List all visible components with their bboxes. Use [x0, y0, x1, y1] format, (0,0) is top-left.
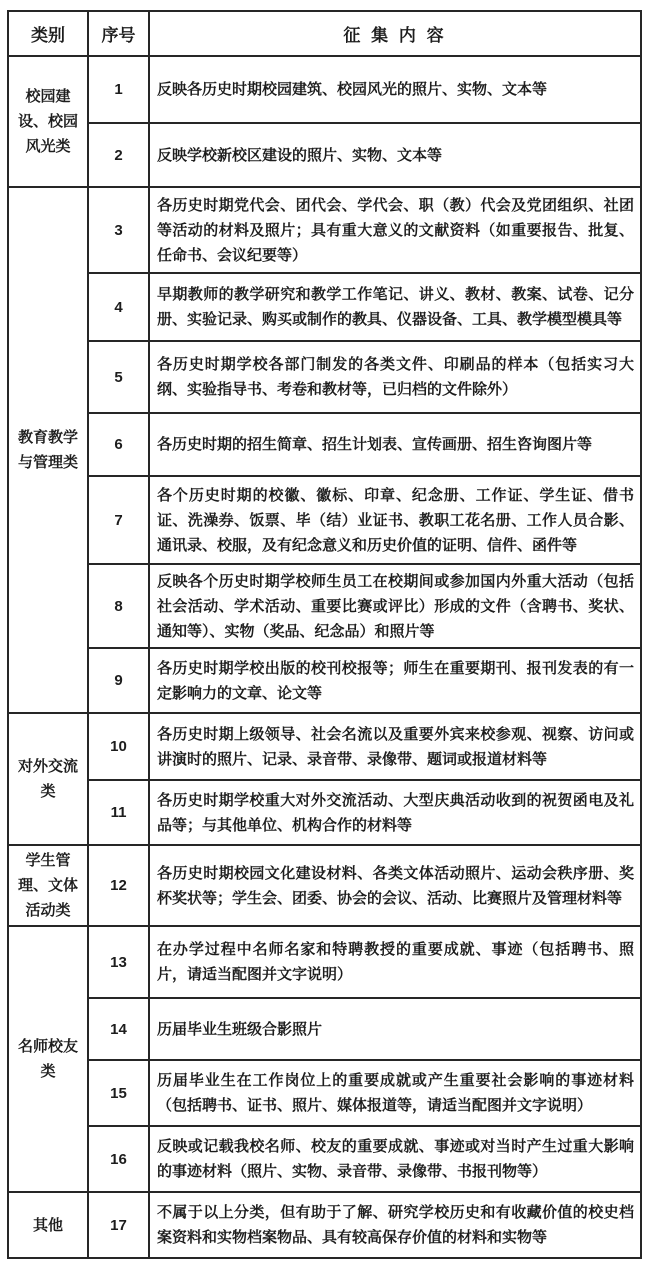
row-content: 不属于以上分类，但有助于了解、研究学校历史和有收藏价值的校史档案资料和实物档案物品、具有较高保存价值的材料和实物等 — [149, 1192, 641, 1258]
category-cell-students: 学生管理、文体活动类 — [8, 845, 88, 926]
row-content: 各个历史时期的校徽、徽标、印章、纪念册、工作证、学生证、借书证、洗澡券、饭票、毕（结）业证书、教职工花名册、工作人员合影、通讯录、校服，及有纪念意义和历史价值的证明、信件、函件等 — [149, 476, 641, 564]
table-row — [8, 187, 641, 273]
row-number: 11 — [88, 780, 149, 845]
header-category: 类别 — [8, 11, 88, 56]
table-row — [8, 998, 641, 1060]
table-row — [8, 1126, 641, 1192]
header-row — [8, 11, 641, 56]
table-row — [8, 273, 641, 341]
table-row — [8, 413, 641, 476]
row-content: 在办学过程中名师名家和特聘教授的重要成就、事迹（包括聘书、照片，请适当配图并文字说明） — [149, 926, 641, 998]
table-row — [8, 845, 641, 926]
header-number: 序号 — [88, 11, 149, 56]
row-content: 早期教师的教学研究和教学工作笔记、讲义、教材、教案、试卷、记分册、实验记录、购买或制作的教具、仪器设备、工具、教学模型模具等 — [149, 273, 641, 341]
row-number: 6 — [88, 413, 149, 476]
row-content: 各历史时期校园文化建设材料、各类文体活动照片、运动会秩序册、奖杯奖状等；学生会、团委、协会的会议、活动、比赛照片及管理材料等 — [149, 845, 641, 926]
row-number: 10 — [88, 713, 149, 780]
row-content: 反映或记载我校名师、校友的重要成就、事迹或对当时产生过重大影响的事迹材料（照片、实物、录音带、录像带、书报刊物等） — [149, 1126, 641, 1192]
table-row — [8, 780, 641, 845]
row-content: 各历史时期党代会、团代会、学代会、职（教）代会及党团组织、社团等活动的材料及照片；具有重大意义的文献资料（如重要报告、批复、任命书、会议纪要等） — [149, 187, 641, 273]
row-number: 2 — [88, 123, 149, 187]
row-number: 5 — [88, 341, 149, 413]
row-content: 反映各历史时期校园建筑、校园风光的照片、实物、文本等 — [149, 56, 641, 123]
row-content: 各历史时期学校各部门制发的各类文件、印刷品的样本（包括实习大纲、实验指导书、考卷和教材等，已归档的文件除外） — [149, 341, 641, 413]
table-row — [8, 56, 641, 123]
table-row — [8, 341, 641, 413]
row-number: 17 — [88, 1192, 149, 1258]
row-content: 历届毕业生在工作岗位上的重要成就或产生重要社会影响的事迹材料（包括聘书、证书、照片、媒体报道等，请适当配图并文字说明） — [149, 1060, 641, 1126]
table-row — [8, 123, 641, 187]
table-row — [8, 1192, 641, 1258]
table-row — [8, 476, 641, 564]
row-number: 12 — [88, 845, 149, 926]
row-content: 反映各个历史时期学校师生员工在校期间或参加国内外重大活动（包括社会活动、学术活动、重要比赛或评比）形成的文件（含聘书、奖状、通知等）、实物（奖品、纪念品）和照片等 — [149, 564, 641, 648]
row-number: 1 — [88, 56, 149, 123]
category-cell-alumni: 名师校友类 — [8, 926, 88, 1192]
row-number: 9 — [88, 648, 149, 713]
row-content: 各历史时期学校出版的校刊校报等；师生在重要期刊、报刊发表的有一定影响力的文章、论文等 — [149, 648, 641, 713]
row-number: 16 — [88, 1126, 149, 1192]
category-cell-exchange: 对外交流类 — [8, 713, 88, 845]
table-row — [8, 648, 641, 713]
row-number: 13 — [88, 926, 149, 998]
table-row — [8, 1060, 641, 1126]
row-content: 反映学校新校区建设的照片、实物、文本等 — [149, 123, 641, 187]
row-number: 7 — [88, 476, 149, 564]
row-content: 各历史时期学校重大对外交流活动、大型庆典活动收到的祝贺函电及礼品等；与其他单位、机构合作的材料等 — [149, 780, 641, 845]
table-row — [8, 713, 641, 780]
category-cell-campus: 校园建设、校园风光类 — [8, 56, 88, 187]
category-cell-other: 其他 — [8, 1192, 88, 1258]
row-content: 各历史时期上级领导、社会名流以及重要外宾来校参观、视察、访问或讲演时的照片、记录、录音带、录像带、题词或报道材料等 — [149, 713, 641, 780]
row-number: 4 — [88, 273, 149, 341]
collection-table — [7, 10, 642, 1259]
row-content: 各历史时期的招生简章、招生计划表、宣传画册、招生咨询图片等 — [149, 413, 641, 476]
header-content: 征 集 内 容 — [149, 11, 641, 56]
row-number: 3 — [88, 187, 149, 273]
row-number: 14 — [88, 998, 149, 1060]
table-row — [8, 926, 641, 998]
row-number: 15 — [88, 1060, 149, 1126]
table-row — [8, 564, 641, 648]
row-number: 8 — [88, 564, 149, 648]
row-content: 历届毕业生班级合影照片 — [149, 998, 641, 1060]
category-cell-teaching: 教育教学与管理类 — [8, 187, 88, 713]
